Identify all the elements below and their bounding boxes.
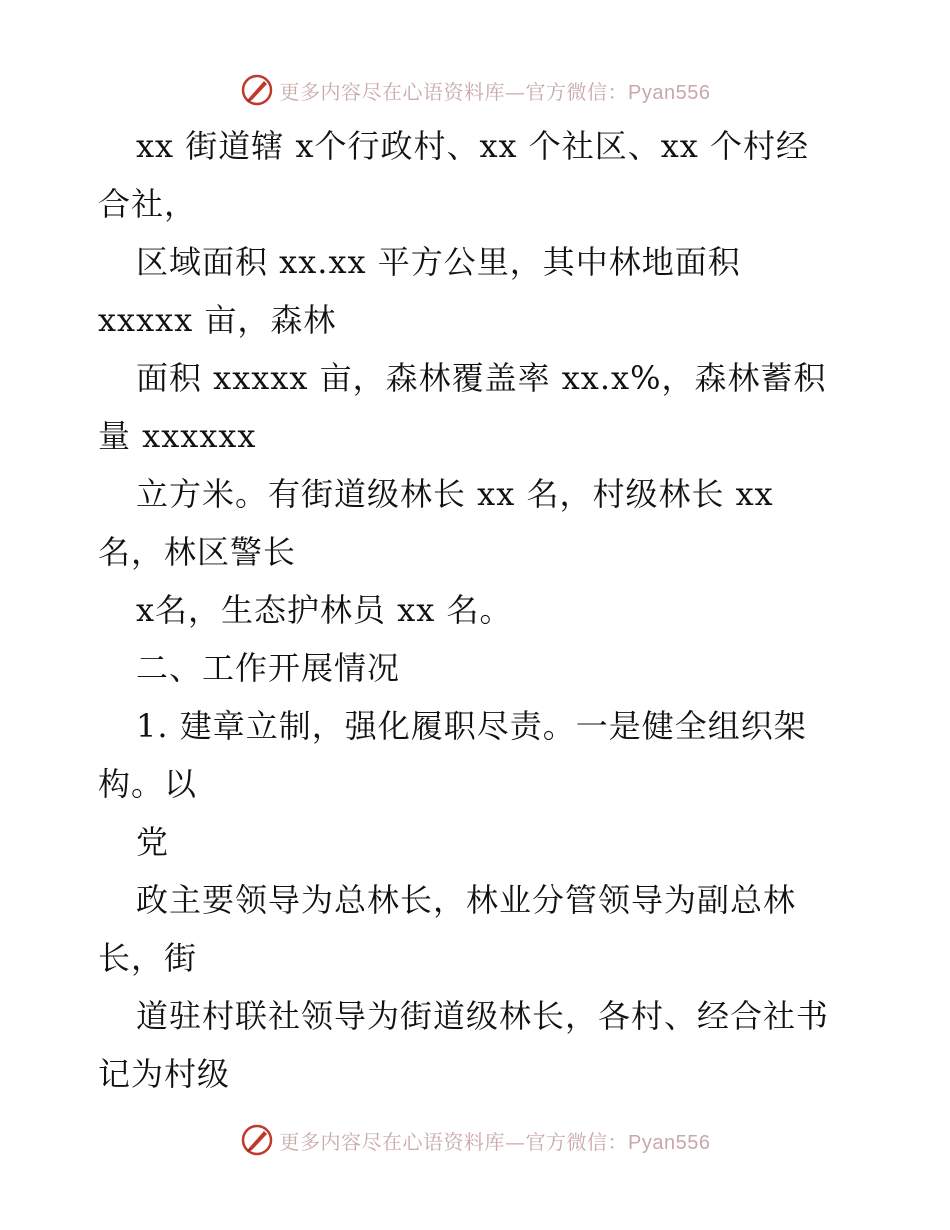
text-line: 党 xyxy=(136,823,170,861)
text-line: 道驻村联社领导为街道级林长，各村、经合社书 xyxy=(136,997,830,1035)
pen-logo-icon xyxy=(240,1123,274,1157)
text-line: 政主要领导为总林长，林业分管领导为副总林 xyxy=(136,881,797,919)
wechat-id: Pyan556 xyxy=(628,1131,711,1154)
text-line: 记为村级 xyxy=(98,1055,231,1093)
section-heading: 二、工作开展情况 xyxy=(136,649,401,687)
text-line: 名，林区警长 xyxy=(98,533,297,571)
text-line: 量 xxxxxx xyxy=(98,417,257,455)
banner-text: 更多内容尽在心语资料库—官方微信：Pyan556 xyxy=(279,1129,711,1154)
text-line: 立方米。有街道级林长 xx 名，村级林长 xx xyxy=(136,475,774,513)
text-line: 面积 xxxxx 亩，森林覆盖率 xx.x%，森林蓄积 xyxy=(136,359,827,397)
text-line: 构。以 xyxy=(98,765,198,803)
pen-logo-icon xyxy=(240,73,274,107)
text-line: x名，生态护林员 xx 名。 xyxy=(136,591,513,629)
header-watermark-banner xyxy=(0,70,950,110)
footer-watermark-banner xyxy=(0,1120,950,1160)
body-text xyxy=(98,117,858,1103)
banner-text: 更多内容尽在心语资料库—官方微信：Pyan556 xyxy=(279,79,711,104)
text-line: 长，街 xyxy=(98,939,198,977)
text-line: xx 街道辖 x个行政村、xx 个社区、xx 个村经 xyxy=(136,127,810,165)
text-line: xxxxx 亩，森林 xyxy=(98,301,337,339)
wechat-id: Pyan556 xyxy=(628,81,711,104)
text-line: 1. 建章立制，强化履职尽责。一是健全组织架 xyxy=(136,707,807,745)
text-line: 区域面积 xx.xx 平方公里，其中林地面积 xyxy=(136,243,741,281)
text-line: 合社， xyxy=(98,185,198,223)
